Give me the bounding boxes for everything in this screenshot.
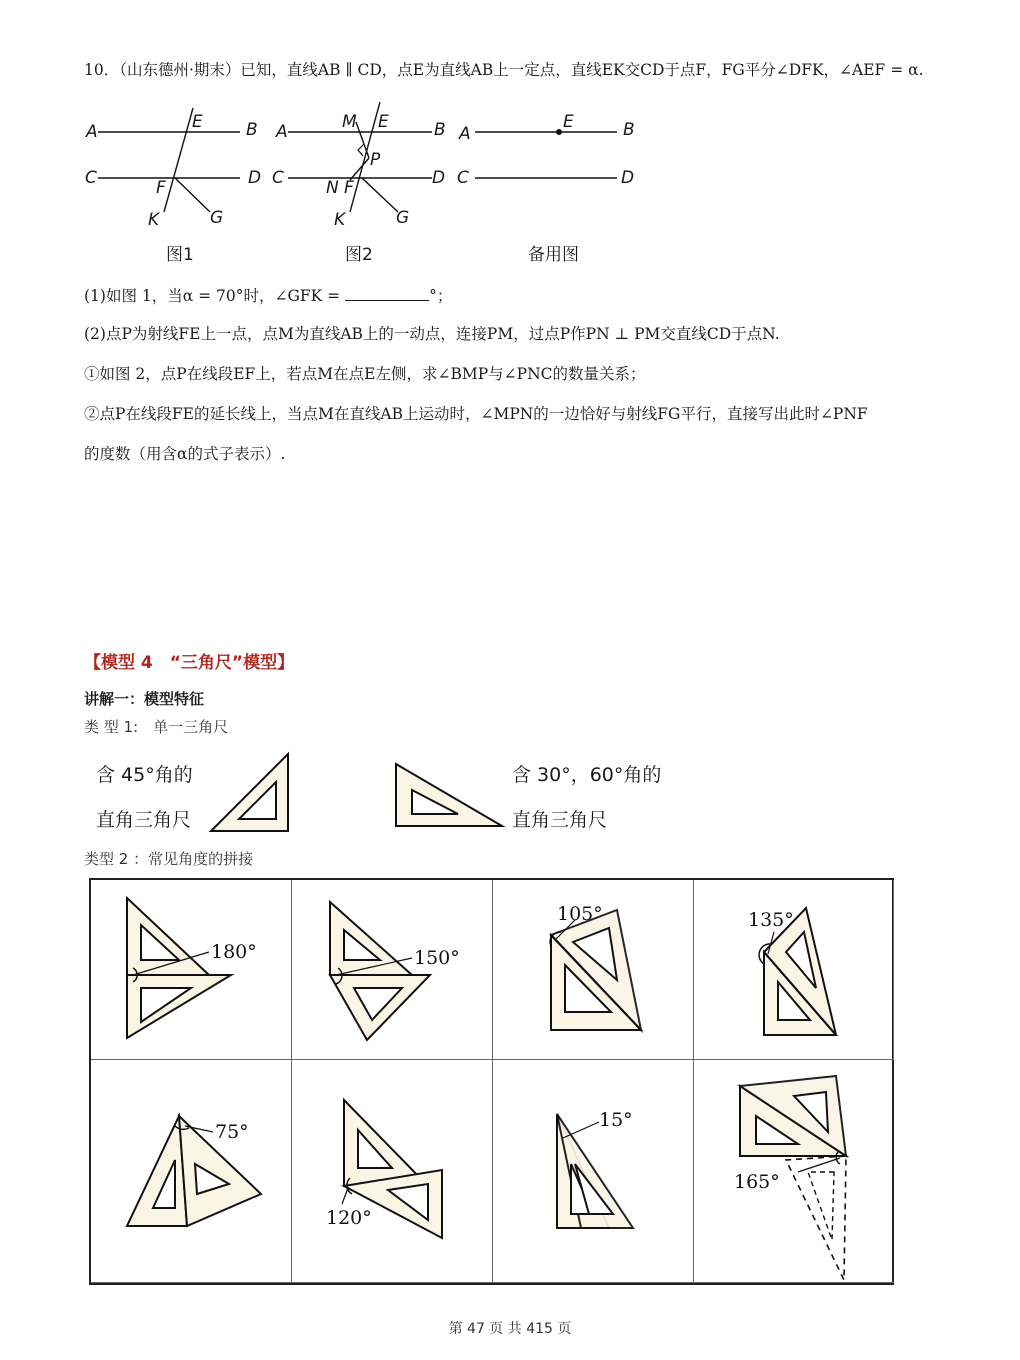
- question-stem: [84, 58, 964, 82]
- fig2-label-C: C: [272, 168, 284, 188]
- fig2-label-G: G: [396, 208, 410, 228]
- type1-heading: 类 型 1: 单一三角尺: [84, 718, 229, 736]
- part-2-2-line1: ②点P在线段FE的延长线上，当点M在直线AB上运动时，∠MPN的一边恰好与射线FG平行，直接写出此时∠PNF: [84, 405, 868, 423]
- part-2: (2)点P为射线FE上一点，点M为直线AB上的一动点，连接PM，过点P作PN ⊥ PM交直线CD于点N.: [84, 325, 780, 343]
- fig1-label-F: F: [156, 178, 166, 198]
- ruler30-text-2: 直角三角尺: [512, 809, 608, 831]
- fig3-label-A: A: [459, 124, 471, 144]
- combo-165-drawing: [694, 1060, 894, 1283]
- fig1-label-C: C: [85, 168, 97, 188]
- explain-heading: 讲解一：模型特征: [84, 690, 205, 708]
- fig2-label-N: N: [326, 178, 339, 198]
- ruler45-text-1: 含 45°角的: [96, 764, 193, 786]
- combo-120-drawing: [292, 1060, 492, 1283]
- combo-150-drawing: [292, 880, 492, 1060]
- fig3-label-D: D: [621, 168, 635, 188]
- fig2-label-E: E: [378, 112, 389, 132]
- part-1-suffix: °；: [429, 287, 453, 305]
- angle-label-15: 15°: [599, 1109, 633, 1131]
- fig2-label-P: P: [370, 150, 381, 170]
- combo-75-drawing: [91, 1060, 291, 1283]
- fig3-caption: 备用图: [528, 245, 579, 265]
- angle-label-150: 150°: [414, 947, 460, 969]
- question-text: 已知，直线AB ∥ CD，点E为直线AB上一定点，直线EK交CD于点F，FG平分∠DFK，∠AEF = α.: [240, 61, 924, 79]
- ruler30-drawing: [390, 758, 510, 833]
- part-2-1: ①如图 2，点P在线段EF上，若点M在点E左侧，求∠BMP与∠PNC的数量关系；: [84, 365, 646, 383]
- fig2-label-K: K: [334, 210, 346, 230]
- fig2-caption: 图2: [345, 245, 373, 265]
- figure-backup: [455, 108, 655, 198]
- cell-135: [694, 880, 894, 1060]
- fig3-label-B: B: [623, 120, 635, 140]
- question-source: （山东德州·期末）: [119, 61, 241, 79]
- fig3-label-E: E: [563, 112, 574, 132]
- fig2-label-F: F: [344, 178, 354, 198]
- part-1-text: (1)如图 1，当α = 70°时，∠GFK =: [84, 287, 346, 305]
- angle-label-105: 105°: [557, 903, 603, 925]
- page-footer: 第 47 页 共 415 页: [448, 1321, 572, 1337]
- angle-combination-grid: [89, 878, 894, 1285]
- fig1-label-E: E: [192, 112, 203, 132]
- angle-label-120: 120°: [326, 1207, 372, 1229]
- fig2-label-M: M: [342, 112, 357, 132]
- question-number: 10．: [84, 61, 120, 79]
- fig1-label-A: A: [86, 122, 98, 142]
- cell-105: [493, 880, 694, 1060]
- angle-label-180: 180°: [211, 941, 257, 963]
- part-1: [84, 283, 452, 309]
- ruler30-text-1: 含 30°，60°角的: [512, 764, 662, 786]
- ruler45-text-2: 直角三角尺: [96, 809, 192, 831]
- angle-label-165: 165°: [734, 1171, 780, 1193]
- cell-75: [91, 1060, 292, 1283]
- fig2-label-D: D: [432, 168, 446, 188]
- cell-120: [292, 1060, 493, 1283]
- ruler45-drawing: [205, 748, 300, 838]
- fig1-label-G: G: [210, 208, 224, 228]
- cell-150: [292, 880, 493, 1060]
- fig1-caption: 图1: [166, 245, 194, 265]
- fig1-label-K: K: [148, 210, 160, 230]
- combo-15-drawing: [493, 1060, 693, 1283]
- answer-blank[interactable]: [345, 284, 429, 301]
- combo-135-drawing: [694, 880, 894, 1060]
- fig2-label-B: B: [434, 120, 446, 140]
- model-title: 【模型 4 “三角尺”模型】: [84, 653, 295, 673]
- fig1-label-D: D: [248, 168, 262, 188]
- fig1-label-B: B: [246, 120, 258, 140]
- angle-label-135: 135°: [748, 909, 794, 931]
- cell-165: [694, 1060, 894, 1283]
- figure-2: [270, 108, 470, 238]
- combo-180-drawing: [91, 880, 291, 1060]
- cell-15: [493, 1060, 694, 1283]
- type2-heading: 类型 2 ：常见角度的拼接: [84, 850, 254, 868]
- fig3-label-C: C: [457, 168, 469, 188]
- combo-105-drawing: [493, 880, 693, 1060]
- angle-label-75: 75°: [215, 1121, 249, 1143]
- part-2-2-line2: 的度数（用含α的式子表示）.: [84, 445, 286, 463]
- figure-1: [80, 108, 280, 238]
- cell-180: [91, 880, 292, 1060]
- fig2-label-A: A: [276, 122, 288, 142]
